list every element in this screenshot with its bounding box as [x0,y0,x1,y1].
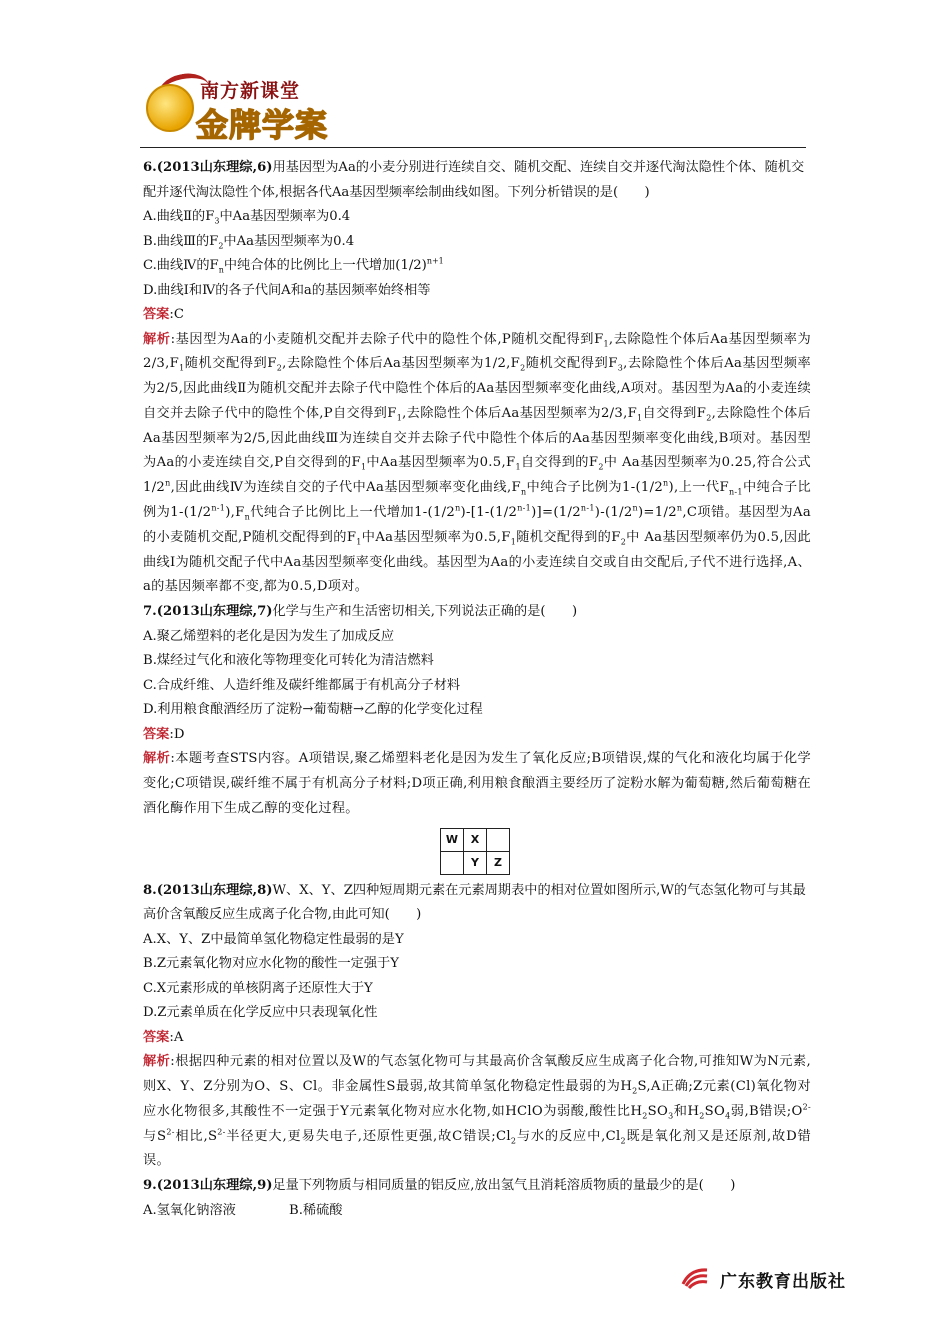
q7-stem: 7.(2013山东理综,7)化学与生产和生活密切相关,下列说法正确的是( ) [143,604,578,620]
q9-options [143,1199,811,1224]
q7-option-d: D.利用粮食酿酒经历了淀粉→葡萄糖→乙醇的化学变化过程 [143,702,483,718]
periodic-position-table [440,828,510,875]
q6-option-d: D.曲线Ⅰ和Ⅳ的各子代间A和a的基因频率始终相等 [143,282,431,298]
q8-answer: 答案:A [143,1029,184,1045]
logo-main-text: 金牌学案 [196,106,329,144]
q7-explanation: 解析:本题考查STS内容。A项错误,聚乙烯塑料老化是因为发生了氧化反应;B项错误,煤的气化和液化均属于化学变化;C项错误,碳纤维不属于有机高分子材料;D项正确,利用粮食酿酒主要经历了淀粉水解为葡萄糖,然后葡萄糖在酒化酶作用下生成乙醇的变化过程。 [143,751,811,816]
header-rule [140,147,806,148]
q6-option-c: C.曲线Ⅳ的$F_n$中纯合体的比例比上一代增加$(1/2)^{n+1}$ [143,256,444,275]
table-cell [487,828,510,851]
logo-top-text: 南方新课堂 [200,80,301,102]
q9-option-a: A.氢氧化钠溶液 [143,1202,236,1218]
q7-option-c: C.合成纤维、人造纤维及碳纤维都属于有机高分子材料 [143,677,461,693]
q8-stem: 8.(2013山东理综,8)W、X、Y、Z四种短周期元素在元素周期表中的相对位置如图所示,W的气态氢化物可与其最高价含氧酸反应生成离子化合物,由此可知( ) [143,882,806,923]
page-content [143,156,811,1223]
table-cell: Y [464,851,487,874]
table-cell [441,851,464,874]
q6-answer: 答案:C [143,307,184,322]
q8-option-a: A.X、Y、Z中最简单氢化物稳定性最弱的是Y [143,931,404,947]
q7-option-b: B.煤经过气化和液化等物理变化可转化为清洁燃料 [143,653,434,669]
publisher-name: 广东教育出版社 [720,1272,846,1292]
q9-option-b: B.稀硫酸 [289,1202,343,1218]
q6-option-b: B.曲线Ⅲ的$F_2$中Aa基因型频率为0.4 [143,233,355,251]
q6-explanation: 解析:基因型为Aa的小麦随机交配并去除子代中的隐性个体,P随机交配得到$F_1$,去除隐性个体后Aa基因型频率为$2/3,F_1$随机交配得到$F_2$,去除隐性个体后Aa基因型频率为$1/2,F_2$随机交配得到$F_3$,去除隐性个体后Aa基因型频率为2/5,因此曲线Ⅱ为随机交配并去除子代中隐性个体后的Aa基因型频率变化曲线,A项对。基因型为Aa的小麦连续自交并去除子代中的隐性个体,P自交得到$F_1$,去除隐性个体后Aa基因型频率为$2/3,F_1$自交得到$F_2$,去除隐性个体后Aa基因型频率为2/5,因此曲线Ⅲ为连续自交并去除子代中隐性个体后的Aa基因型频率变化曲线,B项对。基因型为Aa的小麦连续自交,P自交得到的$F_1$中Aa基因型频率为$0.5,F_1$自交得到的$F_2$中 Aa基因型频率为0.25,符合公式1/2$^n$,因此曲线Ⅳ为连续自交的子代中Aa基因型频率变化曲线$,F_n$中纯合子比例为1-(1/2$^n$),上一代$F_{n-1}$中纯合子比例为$1-(1/2^{n-1}),F_n$代纯合子比例比上一代增加$1-(1/2^n)-[1-(1/2^{n-1})]=(1/2^{n-1})-(1/2^n)=1/2^n,C$项错。基因型为Aa的小麦随机交配,P随机交配得到的$F_1$中Aa基因型频率为$0.5,F_1$随机交配得到的$F_2$中 Aa基因型频率仍为0.5,因此曲线Ⅰ为随机交配子代中Aa基因型频率变化曲线。基因型为Aa的小麦连续自交或自由交配后,子代不进行选择,A、a的基因频率都不变,都为0.5,D项对。 [143,331,812,595]
q8-option-c: C.X元素形成的单核阴离子还原性大于Y [143,980,373,996]
q6-option-a: A.曲线Ⅱ的$F_3$中Aa基因型频率为0.4 [143,209,351,226]
table-cell: X [464,828,487,851]
q7-answer: 答案:D [143,726,185,742]
q8-option-d: D.Z元素单质在化学反应中只表现氧化性 [143,1005,378,1021]
q6-stem: 6.(2013山东理综,6)用基因型为Aa的小麦分别进行连续自交、随机交配、连续自交并逐代淘汰隐性个体、随机交配并逐代淘汰隐性个体,根据各代Aa基因型频率绘制曲线如图。下列分析错误的是( ) [143,160,805,200]
q9-stem: 9.(2013山东理综,9)足量下列物质与相同质量的铝反应,放出氢气且消耗溶质物质的量最少的是( ) [143,1178,736,1194]
q7-option-a: A.聚乙烯塑料的老化是因为发生了加成反应 [143,628,395,644]
table-cell: W [441,828,464,851]
q8-option-b: B.Z元素氧化物对应水化物的酸性一定强于Y [143,956,399,972]
publisher-logo-icon [680,1266,710,1290]
q8-explanation: 解析:根据四种元素的相对位置以及W的气态氢化物可与其最高价含氧酸反应生成离子化合物,可推知W为N元素,则X、Y、Z分别为O、S、Cl。非金属性S最弱,故其简单氢化物稳定性最弱的为$H_2S,A$正确;Z元素(Cl)氧化物对应水化物很多,其酸性不一定强于Y元素氧化物对应水化物,如HClO为弱酸,酸性比$H_2SO_3$和$H_2SO_4$弱,B错误$;O^{2-}$与$S^{2-}$相比$,S^{2-}$半径更大,更易失电子,还原性更强,故C错误$;Cl_2$与水的反应中$,Cl_2$既是氧化剂又是还原剂,故D错误。 [143,1054,812,1169]
logo [140,72,350,142]
table-cell: Z [487,851,510,874]
logo-sun-icon [146,84,194,132]
